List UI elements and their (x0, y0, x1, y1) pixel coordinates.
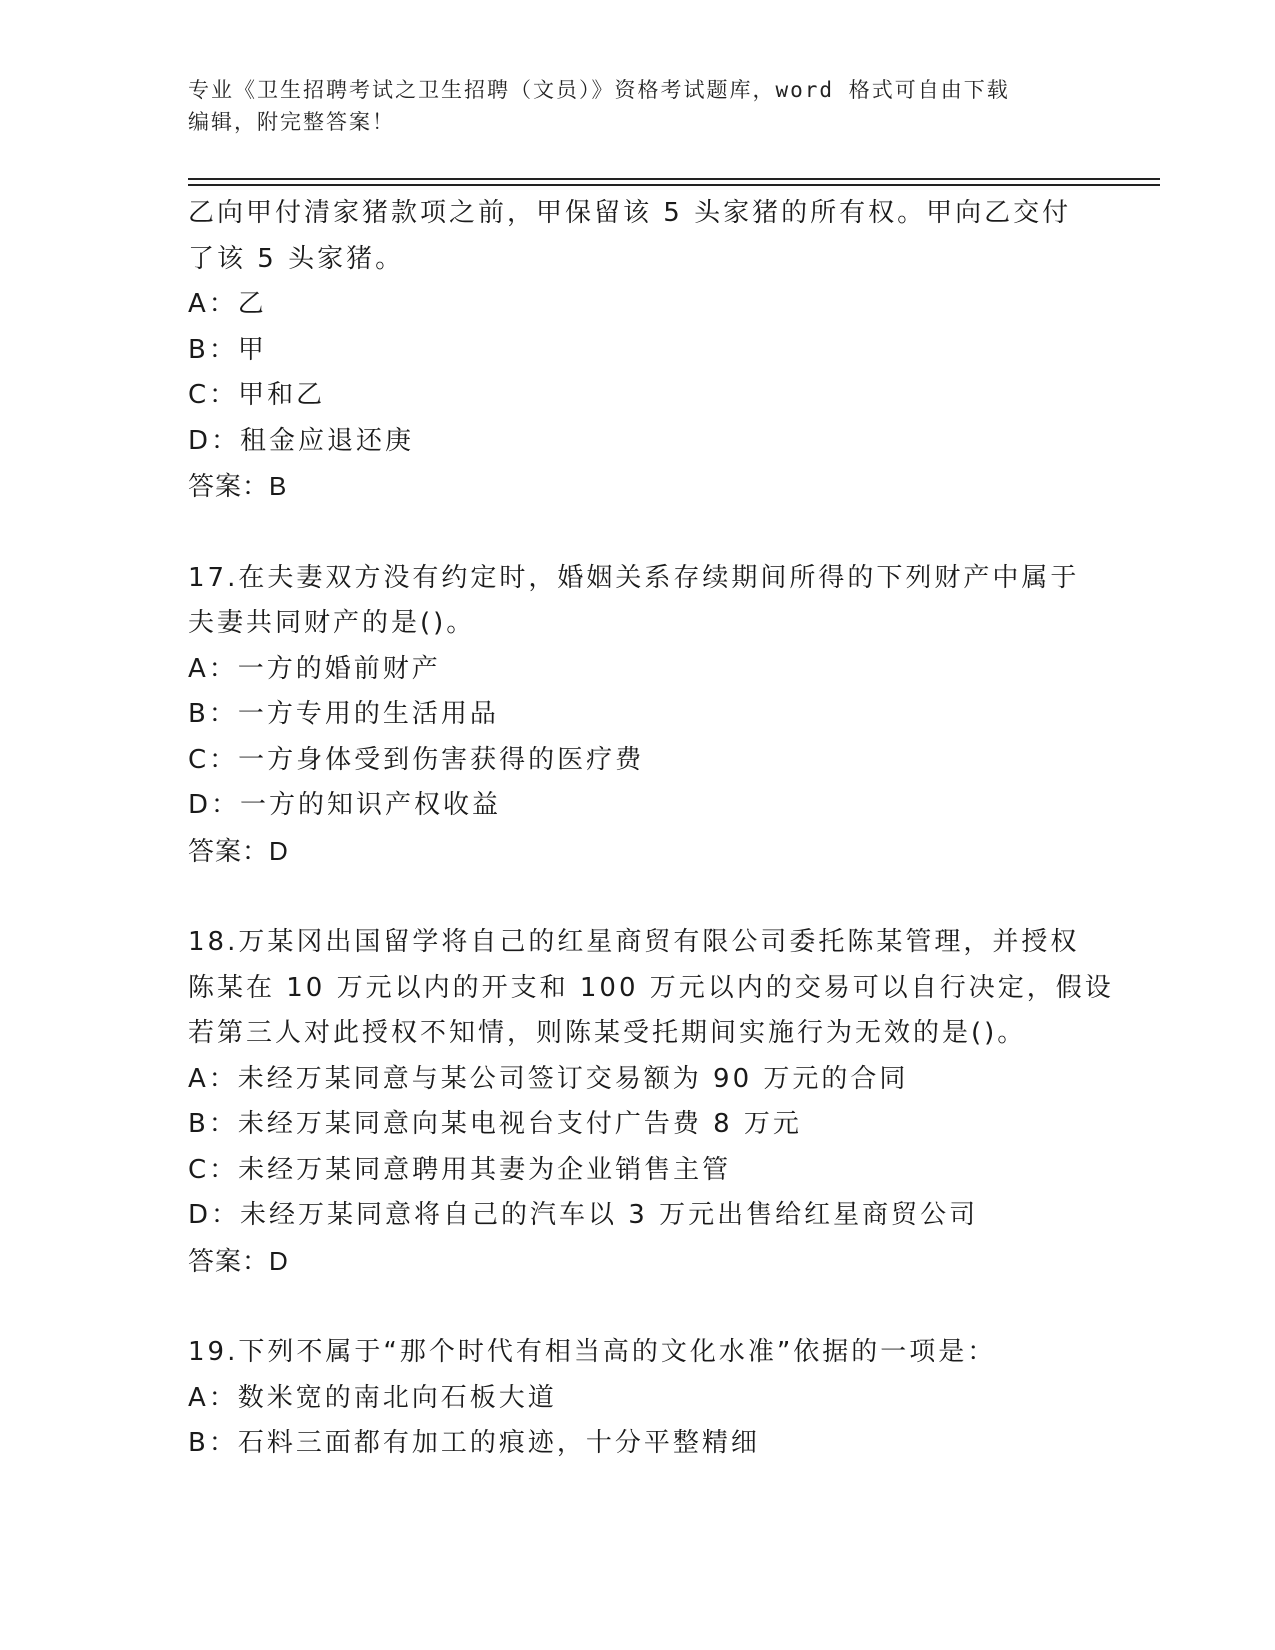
option-b: B：石料三面都有加工的痕迹，十分平整精细 (188, 1428, 760, 1458)
question-block (188, 191, 1088, 510)
question-stem-line: 若第三人对此授权不知情，则陈某受托期间实施行为无效的是()。 (188, 1018, 1027, 1048)
option-d: D：一方的知识产权收益 (188, 790, 502, 820)
option-a: A：数米宽的南北向石板大道 (188, 1382, 557, 1413)
option-c: C：甲和乙 (188, 380, 326, 410)
option-b: B：一方专用的生活用品 (188, 699, 499, 729)
header-line-2: 编辑，附完整答案！ (188, 110, 395, 134)
option-a: A：未经万某同意与某公司签订交易额为 90 万元的合同 (188, 1063, 909, 1094)
option-c: C：一方身体受到伤害获得的医疗费 (188, 744, 645, 775)
option-a: A：一方的婚前财产 (188, 653, 441, 684)
spacer (188, 1284, 1088, 1330)
option-d: D：租金应退还庚 (188, 425, 415, 456)
option-b: B：甲 (188, 334, 267, 365)
header-line-1: 专业《卫生招聘考试之卫生招聘（文员）》资格考试题库，word 格式可自由下载 (188, 78, 1010, 102)
option-b: B：未经万某同意向某电视台支付广告费 8 万元 (188, 1109, 802, 1139)
option-d: D：未经万某同意将自己的汽车以 3 万元出售给红星商贸公司 (188, 1200, 979, 1230)
question-stem-line: 18.万某冈出国留学将自己的红星商贸有限公司委托陈某管理，并授权 (188, 927, 1080, 957)
spacer (188, 510, 1088, 556)
answer-line: 答案：D (188, 1245, 289, 1276)
question-block (188, 920, 1114, 1284)
document-header (188, 74, 1088, 138)
header-rule-top (188, 178, 1160, 180)
option-a: A：乙 (188, 289, 267, 319)
question-stem-line: 了该 5 头家猪。 (188, 243, 405, 274)
option-c: C：未经万某同意聘用其妻为企业销售主管 (188, 1154, 732, 1185)
question-block (188, 556, 1088, 875)
question-stem-line: 夫妻共同财产的是()。 (188, 608, 476, 638)
spacer (188, 874, 1088, 920)
question-stem-line: 19.下列不属于“那个时代有相当高的文化水准”依据的一项是： (188, 1337, 997, 1367)
header-rule-bottom (188, 184, 1160, 186)
question-stem-line: 乙向甲付清家猪款项之前，甲保留该 5 头家猪的所有权。甲向乙交付 (188, 198, 1072, 228)
question-block (188, 1330, 1088, 1467)
question-stem-line: 17.在夫妻双方没有约定时，婚姻关系存续期间所得的下列财产中属于 (188, 562, 1080, 593)
answer-line: 答案：B (188, 471, 288, 501)
question-list (188, 191, 1114, 1467)
answer-line: 答案：D (188, 835, 289, 866)
question-stem-line: 陈某在 10 万元以内的开支和 100 万元以内的交易可以自行决定，假设 (188, 972, 1114, 1003)
